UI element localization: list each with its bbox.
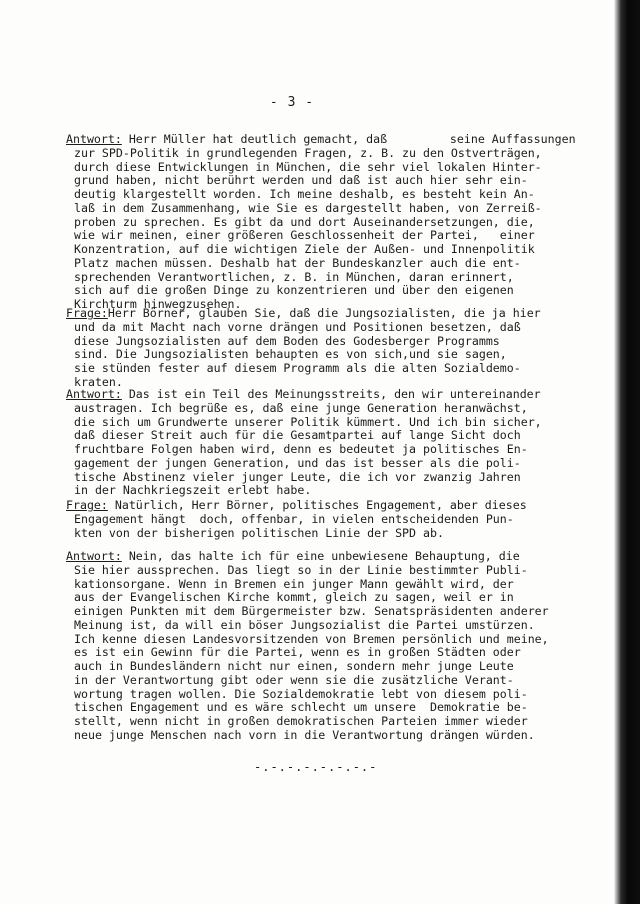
text-line: Konzentration, auf die wichtigen Ziele der Außen- und Innenpolitik	[74, 242, 535, 256]
text-line: laß in dem Zusammenhang, wie Sie es dargestellt haben, von Zerreiß-	[74, 200, 542, 215]
text-line: kationsorgane. Wenn in Bremen ein junger Mann gewählt wird, der	[74, 576, 514, 591]
paragraph-label: Frage:	[66, 498, 108, 512]
text-line: einigen Punkten mit dem Bürgermeister bzw. Senatspräsidenten anderer	[74, 604, 549, 618]
question-paragraph-1	[66, 307, 586, 390]
text-line: fruchtbare Folgen haben wird, denn es bedeutet ja politisches En-	[74, 442, 528, 456]
text-line: neue junge Menschen nach vorn in die Verantwortung drängen würden.	[74, 727, 535, 742]
answer-paragraph-1	[66, 133, 586, 312]
text-line: Platz machen müssen. Deshalb hat der Bundeskanzler auch die ent-	[74, 255, 521, 270]
text-line: Kirchturm hinwegzusehen.	[74, 297, 242, 311]
paragraph-first-line: Frage:Herr Börner, glauben Sie, daß die Jungsozialisten, die ja hier	[66, 306, 541, 320]
scan-border	[614, 0, 640, 904]
text-line: grund haben, nicht berührt werden und daß ist auch hier sehr ein-	[74, 173, 528, 188]
text-line: in der Verantwortung gibt oder wenn sie die zusätzliche Verant-	[74, 672, 514, 687]
paragraph-label: Antwort:	[66, 132, 122, 146]
text-line: aus der Evangelischen Kirche kommt, gleich zu sagen, weil er in	[74, 590, 514, 605]
end-divider: -.-.-.-.-.-.-.-	[254, 760, 378, 774]
text-line: und da mit Macht nach vorne drängen und Positionen besetzen, daß	[74, 319, 521, 334]
paragraph-label: Frage:	[66, 306, 108, 320]
text-line: austragen. Ich begrüße es, daß eine junge Generation heranwächst,	[74, 400, 528, 415]
text-line: es ist ein Gewinn für die Partei, wenn es in großen Städten oder	[74, 645, 521, 660]
paragraph-first-line: Antwort: Das ist ein Teil des Meinungsstreits, den wir untereinander	[66, 387, 541, 401]
text-line: sind. Die Jungsozialisten behaupten es von sich,und sie sagen,	[74, 347, 507, 362]
paragraph-label: Antwort:	[66, 549, 122, 563]
text-line: sich auf die großen Dinge zu konzentrieren und über den eigenen	[74, 283, 514, 298]
text-line: Meinung ist, da will ein böser Jungsozialist die Partei umstürzen.	[74, 617, 535, 632]
text-line: proben zu sprechen. Es gibt da und dort Auseinandersetzungen, die,	[74, 214, 535, 229]
text-line: Sie hier aussprechen. Das liegt so in der Linie bestimmter Publi-	[74, 562, 528, 577]
text-line: wortung tragen wollen. Die Sozialdemokratie lebt von diesem poli-	[74, 686, 528, 701]
text-line: gagement der jungen Generation, und das ist besser als die poli-	[74, 455, 521, 470]
paragraph-label: Antwort:	[66, 387, 122, 401]
text-line: deutig klargestellt worden. Ich meine deshalb, es besteht kein An-	[74, 187, 535, 201]
answer-paragraph-3	[66, 550, 586, 743]
paragraph-first-line: Antwort: Nein, das halte ich für eine unbewiesene Behauptung, die	[66, 549, 520, 563]
paragraph-first-line: Antwort: Herr Müller hat deutlich gemacht, daß seine Auffassungen	[66, 132, 576, 146]
page-number: - 3 -	[269, 95, 315, 110]
text-line: stellt, wenn nicht in großen demokratischen Parteien immer wieder	[74, 714, 528, 728]
text-line: kten von der bisherigen politischen Linie der SPD ab.	[74, 525, 444, 540]
text-line: zur SPD-Politik in grundlegenden Fragen, z. B. zu den Ostverträgen,	[74, 145, 542, 160]
text-line: tische Abstinenz vieler junger Leute, die ich vor zwanzig Jahren	[74, 469, 521, 484]
text-line: in der Nachkriegszeit erlebt habe.	[74, 483, 312, 498]
text-line: diese Jungsozialisten auf dem Boden des Godesberger Programms	[74, 333, 500, 348]
text-line: sprechenden Verantwortlichen, z. B. in München, daran erinnert,	[74, 269, 514, 284]
text-line: die sich um Grundwerte unserer Politik kümmert. Und ich bin sicher,	[74, 414, 542, 429]
text-line: wie wir meinen, einer größeren Geschlossenheit der Partei, einer	[74, 228, 535, 243]
paragraph-first-line: Frage: Natürlich, Herr Börner, politisches Engagement, aber dieses	[66, 498, 527, 512]
text-line: kraten.	[74, 374, 123, 389]
question-paragraph-2	[66, 499, 586, 540]
text-line: sie stünden fester auf diesem Programm als die alten Sozialdemo-	[74, 361, 521, 375]
answer-paragraph-2	[66, 388, 586, 498]
text-line: durch diese Entwicklungen in München, die sehr viel lokalen Hinter-	[74, 159, 542, 174]
text-line: auch in Bundesländern nicht nur einen, sondern mehr junge Leute	[74, 659, 514, 673]
text-line: Engagement hängt doch, offenbar, in vielen entscheidenden Pun-	[74, 511, 514, 526]
text-line: Ich kenne diesen Landesvorsitzenden von Bremen persönlich und meine,	[74, 631, 549, 646]
text-line: daß dieser Streit auch für die Gesamtpartei auf lange Sicht doch	[74, 428, 521, 443]
text-line: tischen Engagement und es wäre schlecht um unsere Demokratie be-	[74, 700, 528, 715]
